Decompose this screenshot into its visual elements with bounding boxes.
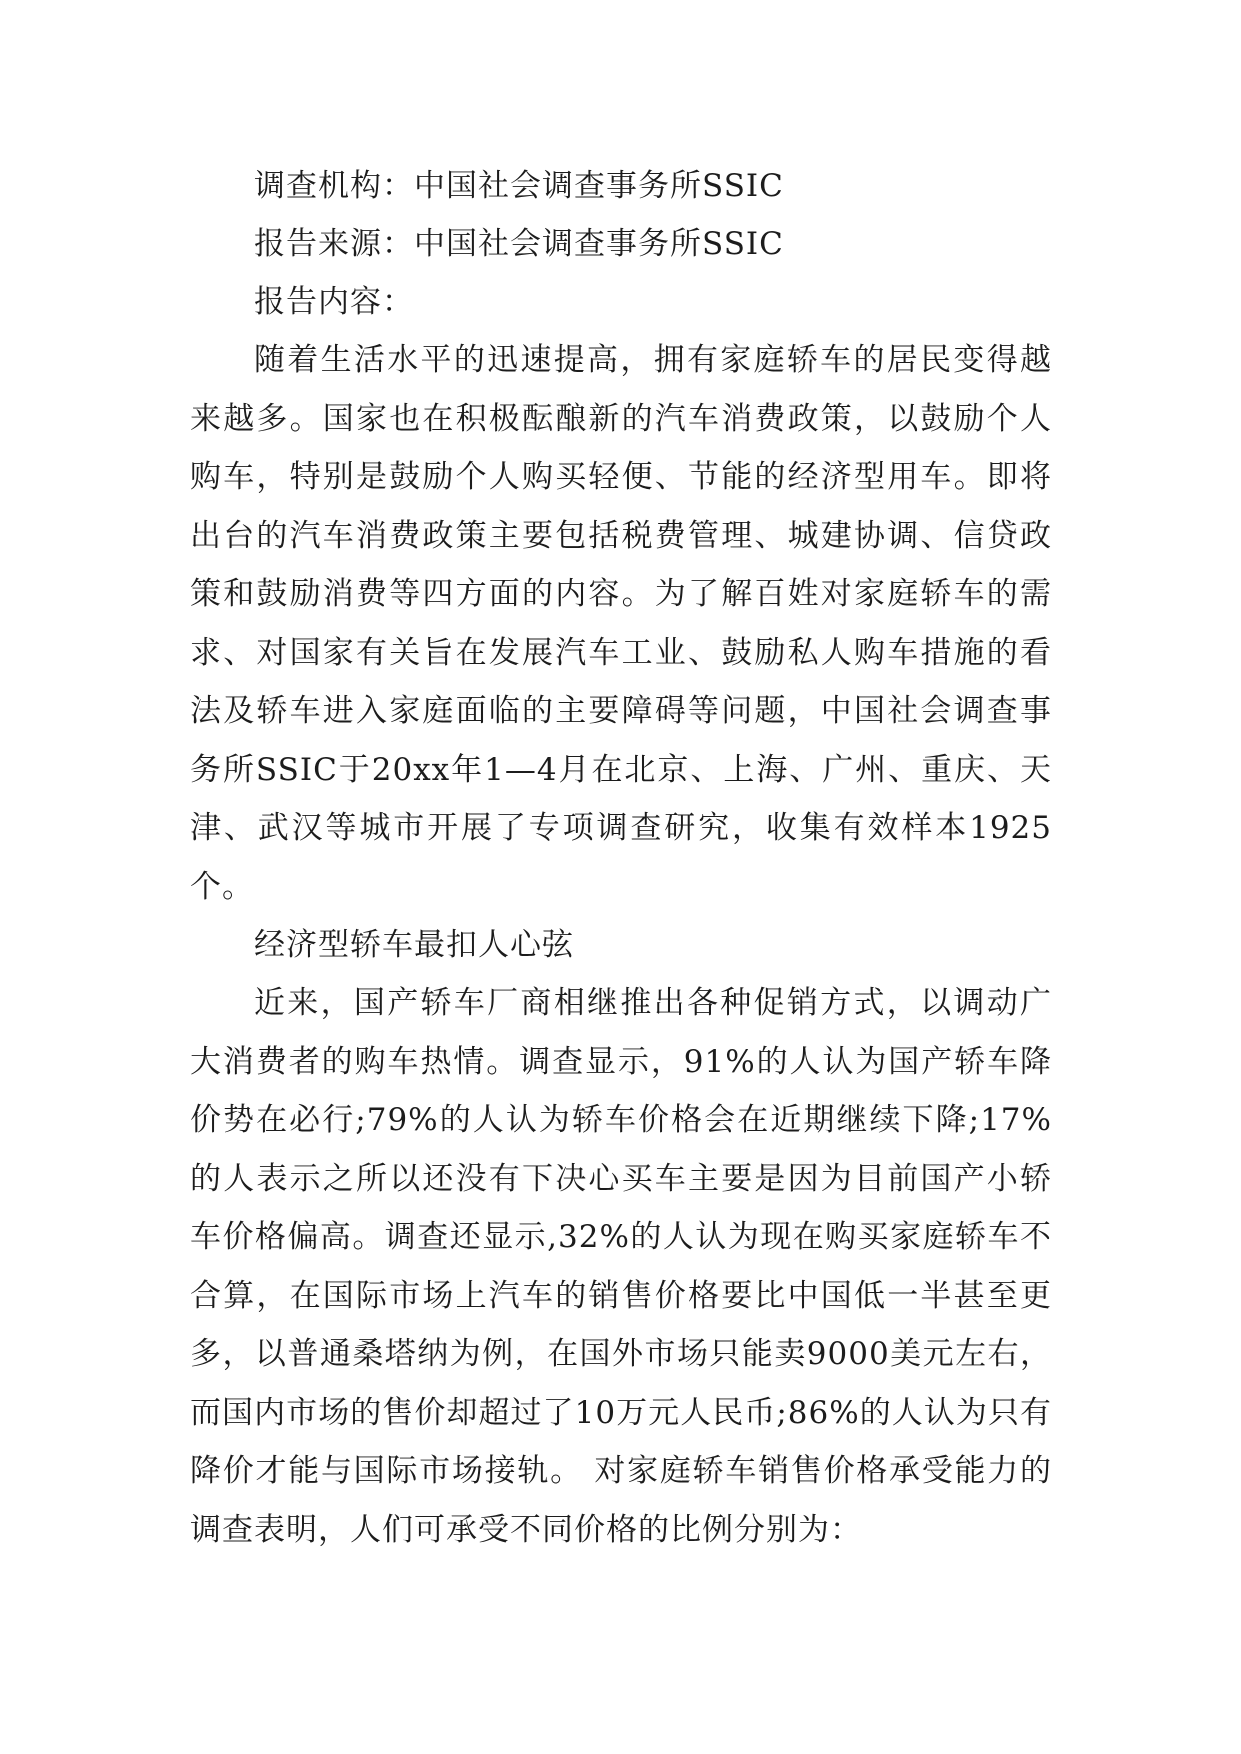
report-content-label: 报告内容： <box>254 284 414 320</box>
report-source-line: 报告来源：中国社会调查事务所SSIC <box>254 226 784 262</box>
document-body <box>190 157 1052 1559</box>
intro-paragraph: 随着生活水平的迅速提高，拥有家庭轿车的居民变得越来越多。国家也在积极酝酿新的汽车消费政策，以鼓励个人购车，特别是鼓励个人购买轻便、节能的经济型用车。即将出台的汽车消费政策主要包括税费管理、城建协调、信贷政策和鼓励消费等四方面的内容。为了解百姓对家庭轿车的需求、对国家有关旨在发展汽车工业、鼓励私人购车措施的看法及轿车进入家庭面临的主要障碍等问题，中国社会调查事务所SSIC于20xx年1—4月在北京、上海、广州、重庆、天津、武汉等城市开展了专项调查研究，收集有效样本1925个。 <box>190 342 1052 905</box>
section-heading: 经济型轿车最扣人心弦 <box>254 927 574 963</box>
survey-agency-line: 调查机构：中国社会调查事务所SSIC <box>254 168 784 204</box>
body-paragraph: 近来，国产轿车厂商相继推出各种促销方式，以调动广大消费者的购车热情。调查显示，91%的人认为国产轿车降价势在必行;79%的人认为轿车价格会在近期继续下降;17%的人表示之所以还没有下决心买车主要是因为目前国产小轿车价格偏高。调查还显示,32%的人认为现在购买家庭轿车不合算，在国际市场上汽车的销售价格要比中国低一半甚至更多，以普通桑塔纳为例，在国外市场只能卖9000美元左右，而国内市场的售价却超过了10万元人民币;86%的人认为只有降价才能与国际市场接轨。 对家庭轿车销售价格承受能力的调查表明，人们可承受不同价格的比例分别为： <box>190 985 1052 1548</box>
